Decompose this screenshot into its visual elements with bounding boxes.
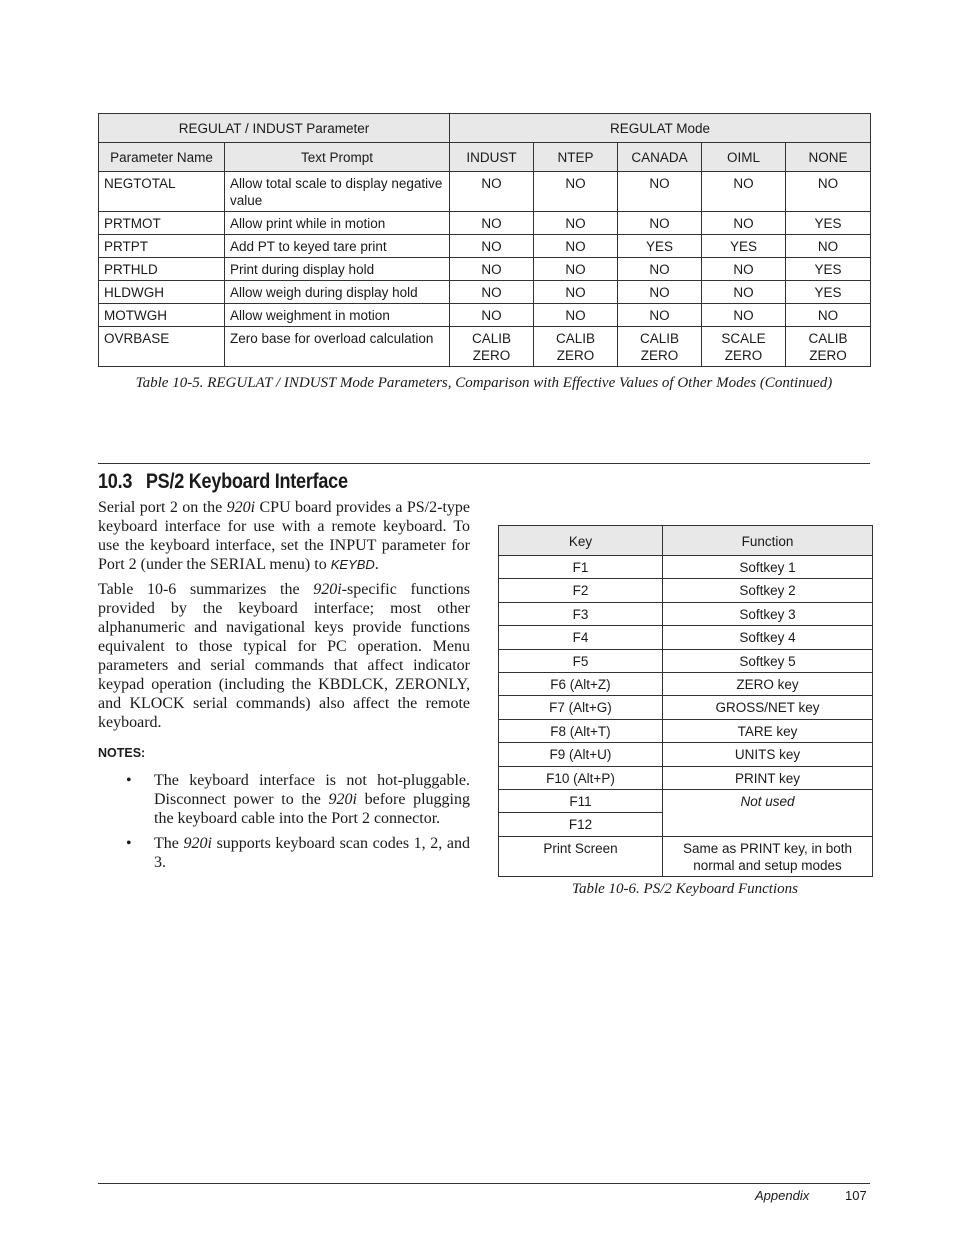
model-name: 920i xyxy=(328,791,357,808)
section-divider xyxy=(98,463,870,464)
column-header: NONE xyxy=(786,143,871,172)
note-item xyxy=(98,771,470,828)
column-header: CANADA xyxy=(618,143,702,172)
notes-label: NOTES: xyxy=(98,746,146,760)
table-cell: OVRBASE xyxy=(99,327,225,367)
table-cell: NO xyxy=(618,172,702,212)
table-cell: NO xyxy=(534,172,618,212)
table-cell: NO xyxy=(534,281,618,304)
section-title-text: PS/2 Keyboard Interface xyxy=(145,470,348,493)
table-cell: Softkey 2 xyxy=(663,579,873,602)
table-row xyxy=(499,672,873,695)
model-name: 920i xyxy=(183,835,212,852)
table-cell: NO xyxy=(702,172,786,212)
text-run: -specific functions provided by the keyboard interface; most other alphanumeric and navigational keys provide functions equivalent to those typical for PC operation. Menu parameters and serial commands that affect indicator keypad operation (including the KBDLCK, ZERONLY, and KLOCK serial commands) also affect the remote keyboard. xyxy=(98,581,471,731)
text-run: Table 10-6 summarizes the xyxy=(98,581,314,598)
table-cell: Softkey 5 xyxy=(663,649,873,672)
table-cell: NO xyxy=(786,235,871,258)
table-row xyxy=(99,258,871,281)
section-number: 10.3 xyxy=(98,470,133,493)
table-cell: Not used xyxy=(663,789,873,836)
table-caption: Table 10-6. PS/2 Keyboard Functions xyxy=(572,881,798,897)
paragraph xyxy=(98,580,470,732)
page-number: 107 xyxy=(845,1188,867,1203)
section-heading xyxy=(98,470,348,494)
text-run: The xyxy=(154,835,184,852)
table-cell: NO xyxy=(450,258,534,281)
table-row xyxy=(499,649,873,672)
note-item xyxy=(98,834,470,872)
table-cell: NO xyxy=(618,212,702,235)
table-cell: F5 xyxy=(499,649,663,672)
table-cell: HLDWGH xyxy=(99,281,225,304)
table-cell: F1 xyxy=(499,556,663,579)
table-cell: Softkey 1 xyxy=(663,556,873,579)
table-row xyxy=(99,172,871,212)
bullet-icon: • xyxy=(126,772,132,789)
footer-divider xyxy=(98,1183,870,1184)
table-cell: F6 (Alt+Z) xyxy=(499,672,663,695)
table-cell: Print during display hold xyxy=(225,258,450,281)
table-cell: Zero base for overload calculation xyxy=(225,327,450,367)
table-cell: Softkey 4 xyxy=(663,626,873,649)
section-body xyxy=(98,498,470,878)
footer-section-name: Appendix xyxy=(755,1188,810,1203)
text-run: before plugging the keyboard cable into the Port 2 connector. xyxy=(154,791,470,827)
table-body-tail xyxy=(499,789,873,876)
table-cell: NO xyxy=(786,304,871,327)
table-cell: Allow weigh during display hold xyxy=(225,281,450,304)
table-cell: NO xyxy=(450,235,534,258)
regulat-indust-table xyxy=(98,113,871,367)
table-cell: MOTWGH xyxy=(99,304,225,327)
table-cell: CALIB ZERO xyxy=(450,327,534,367)
table-cell: Print Screen xyxy=(499,836,663,876)
table-cell: Allow total scale to display negative value xyxy=(225,172,450,212)
table-cell: NO xyxy=(702,304,786,327)
table-row xyxy=(499,836,873,876)
text-run: The keyboard interface is not hot-pluggable. Disconnect power to the xyxy=(154,772,470,808)
paragraph xyxy=(98,498,470,574)
table-row xyxy=(99,235,871,258)
table-row xyxy=(99,304,871,327)
table-body xyxy=(499,556,873,790)
text-run: Serial port 2 on the xyxy=(98,499,227,516)
column-header: NTEP xyxy=(534,143,618,172)
table-cell: F12 xyxy=(499,813,663,836)
column-header: Function xyxy=(663,526,873,556)
table-cell: F9 (Alt+U) xyxy=(499,743,663,766)
table-cell: NO xyxy=(450,172,534,212)
table-cell: NO xyxy=(450,281,534,304)
model-name: 920i xyxy=(226,499,256,516)
table-cell: F4 xyxy=(499,626,663,649)
table-cell: NO xyxy=(618,281,702,304)
model-name: 920i xyxy=(313,581,342,598)
column-header: INDUST xyxy=(450,143,534,172)
table-row xyxy=(499,579,873,602)
mode-group-header: REGULAT Mode xyxy=(450,114,871,143)
table-cell: NO xyxy=(702,212,786,235)
column-header: Text Prompt xyxy=(225,143,450,172)
table-cell: NO xyxy=(786,172,871,212)
table-row xyxy=(499,789,873,812)
table-cell: F7 (Alt+G) xyxy=(499,696,663,719)
text-run: . xyxy=(374,556,379,573)
table-row xyxy=(499,719,873,742)
table-cell: YES xyxy=(618,235,702,258)
table-cell: NO xyxy=(618,258,702,281)
table-row xyxy=(499,602,873,625)
table-cell: UNITS key xyxy=(663,743,873,766)
table-cell: TARE key xyxy=(663,719,873,742)
table-body xyxy=(99,172,871,367)
table-caption: Table 10-5. REGULAT / INDUST Mode Parameters, Comparison with Effective Values of Other Modes (Continued) xyxy=(135,375,833,391)
table-row xyxy=(99,281,871,304)
table-cell: CALIB ZERO xyxy=(618,327,702,367)
table-cell: Same as PRINT key, in both normal and setup modes xyxy=(663,836,873,876)
table-cell: Softkey 3 xyxy=(663,602,873,625)
table-cell: NEGTOTAL xyxy=(99,172,225,212)
notes-list xyxy=(98,771,470,872)
table-cell: PRINT key xyxy=(663,766,873,789)
parameter-group-header: REGULAT / INDUST Parameter xyxy=(99,114,450,143)
table-row xyxy=(499,556,873,579)
table-cell: NO xyxy=(450,212,534,235)
table-cell: PRTHLD xyxy=(99,258,225,281)
table-cell: Allow print while in motion xyxy=(225,212,450,235)
table-row xyxy=(499,766,873,789)
table-row xyxy=(99,327,871,367)
table-cell: YES xyxy=(786,281,871,304)
table-cell: PRTPT xyxy=(99,235,225,258)
table-cell: CALIB ZERO xyxy=(786,327,871,367)
table-cell: F2 xyxy=(499,579,663,602)
table-cell: NO xyxy=(534,258,618,281)
text-run: CPU board provides a PS/2-type keyboard interface for use with a remote keyboard. To use the keyboard interface, set the INPUT parameter for Port 2 (under the SERIAL menu) to xyxy=(98,499,471,573)
table-cell: PRTMOT xyxy=(99,212,225,235)
table-cell: NO xyxy=(534,235,618,258)
table-cell: NO xyxy=(702,281,786,304)
text-run: supports keyboard scan codes 1, 2, and 3. xyxy=(154,835,471,871)
table-cell: NO xyxy=(618,304,702,327)
table-row xyxy=(499,626,873,649)
table-cell: CALIB ZERO xyxy=(534,327,618,367)
table-row xyxy=(99,212,871,235)
column-header: Key xyxy=(499,526,663,556)
table-row xyxy=(499,743,873,766)
bullet-icon: • xyxy=(126,835,132,852)
table-cell: F8 (Alt+T) xyxy=(499,719,663,742)
table-cell: Add PT to keyed tare print xyxy=(225,235,450,258)
table-cell: NO xyxy=(534,212,618,235)
table-cell: NO xyxy=(450,304,534,327)
table-cell: NO xyxy=(534,304,618,327)
table-cell: SCALE ZERO xyxy=(702,327,786,367)
table-cell: YES xyxy=(702,235,786,258)
table-row xyxy=(499,696,873,719)
table-cell: F3 xyxy=(499,602,663,625)
table-cell: F10 (Alt+P) xyxy=(499,766,663,789)
table-cell: F11 xyxy=(499,789,663,812)
column-header: Parameter Name xyxy=(99,143,225,172)
table-cell: Allow weighment in motion xyxy=(225,304,450,327)
table-cell: YES xyxy=(786,212,871,235)
table-cell: YES xyxy=(786,258,871,281)
table-cell: GROSS/NET key xyxy=(663,696,873,719)
column-header: OIML xyxy=(702,143,786,172)
table-cell: NO xyxy=(702,258,786,281)
keyboard-functions-table xyxy=(498,525,873,877)
keyword: KEYBD xyxy=(330,557,375,572)
table-cell: ZERO key xyxy=(663,672,873,695)
